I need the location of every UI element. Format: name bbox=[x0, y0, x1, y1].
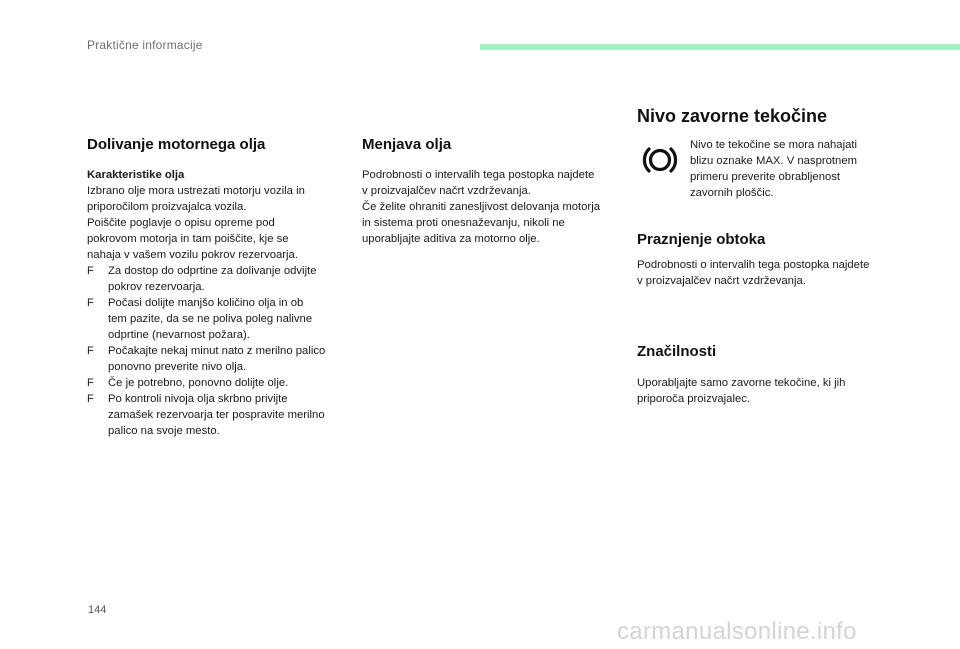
list-item bbox=[87, 343, 352, 375]
specs-section bbox=[637, 343, 927, 407]
step-line: odprtine (nevarnost požara). bbox=[108, 329, 250, 341]
drain-line: v proizvajalčev načrt vzdrževanja. bbox=[637, 275, 806, 287]
list-item bbox=[87, 375, 352, 391]
oil-change-line: in sistema proti onesnaževanju, nikoli ne bbox=[362, 217, 565, 229]
list-item bbox=[87, 263, 352, 295]
header-title: Praktične informacije bbox=[87, 38, 203, 52]
bullet-icon: F bbox=[87, 265, 94, 277]
step-line: tem pazite, da se ne poliva poleg nalivne bbox=[108, 313, 313, 325]
bullet-icon: F bbox=[87, 297, 94, 309]
oil-change-section bbox=[362, 136, 627, 247]
intro-line: nahaja v vašem vozilu pokrov rezervoarja. bbox=[87, 249, 298, 261]
step-line: Počakajte nekaj minut nato z merilno palico bbox=[108, 345, 326, 357]
drain-title: Praznjenje obtoka bbox=[637, 231, 766, 248]
step-line: Počasi dolijte manjšo količino olja in ob bbox=[108, 297, 304, 309]
brake-fluid-line: primeru preverite obrabljenost bbox=[690, 171, 841, 183]
brake-fluid-title: Nivo zavorne tekočine bbox=[637, 106, 828, 126]
watermark: carmanualsonline.info bbox=[617, 618, 857, 645]
brake-warning-icon bbox=[640, 140, 680, 180]
oil-change-line: Podrobnosti o intervalih tega postopka najdete bbox=[362, 169, 595, 181]
brake-fluid-line: zavornih ploščic. bbox=[690, 187, 774, 199]
step-line: palico na svoje mesto. bbox=[108, 425, 220, 437]
intro-line: priporočilom proizvajalca vozila. bbox=[87, 201, 247, 213]
specs-line: priporoča proizvajalec. bbox=[637, 393, 751, 405]
step-line: pokrov rezervoarja. bbox=[108, 281, 205, 293]
oil-intro-text bbox=[87, 183, 352, 263]
intro-line: Izbrano olje mora ustrezati motorju vozila in bbox=[87, 185, 305, 197]
list-item bbox=[87, 295, 352, 343]
bullet-icon: F bbox=[87, 345, 94, 357]
specs-line: Uporabljajte samo zavorne tekočine, ki jih bbox=[637, 377, 846, 389]
step-line: ponovno preverite nivo olja. bbox=[108, 361, 247, 373]
brake-fluid-line: blizu oznake MAX. V nasprotnem bbox=[690, 155, 858, 167]
drain-line: Podrobnosti o intervalih tega postopka najdete bbox=[637, 259, 870, 271]
oil-steps-list bbox=[87, 263, 352, 439]
oil-change-line: v proizvajalčev načrt vzdrževanja. bbox=[362, 185, 531, 197]
bullet-icon: F bbox=[87, 393, 94, 405]
step-line: Če je potrebno, ponovno dolijte olje. bbox=[108, 377, 289, 389]
oil-topup-title: Dolivanje motornega olja bbox=[87, 136, 266, 153]
step-line: zamašek rezervoarja ter pospravite merilno bbox=[108, 409, 325, 421]
oil-change-line: Če želite ohraniti zanesljivost delovanja motorja bbox=[362, 201, 600, 213]
oil-topup-section bbox=[87, 136, 352, 439]
drain-section bbox=[637, 231, 927, 289]
brake-fluid-line: Nivo te tekočine se mora nahajati bbox=[690, 139, 858, 151]
page-number: 144 bbox=[88, 604, 107, 616]
step-line: Za dostop do odprtine za dolivanje odvijte bbox=[108, 265, 317, 277]
oil-characteristics-subheading: Karakteristike olja bbox=[87, 169, 185, 181]
specs-title: Značilnosti bbox=[637, 343, 717, 360]
oil-change-title: Menjava olja bbox=[362, 136, 452, 153]
intro-line: Poiščite poglavje o opisu opreme pod bbox=[87, 217, 275, 229]
bullet-icon: F bbox=[87, 377, 94, 389]
step-line: Po kontroli nivoja olja skrbno privijte bbox=[108, 393, 288, 405]
brake-fluid-text bbox=[690, 137, 890, 201]
intro-line: pokrovom motorja in tam poiščite, kje se bbox=[87, 233, 289, 245]
header-accent-bar bbox=[480, 44, 960, 50]
list-item bbox=[87, 391, 352, 439]
oil-change-line: uporabljajte aditiva za motorno olje. bbox=[362, 233, 540, 245]
